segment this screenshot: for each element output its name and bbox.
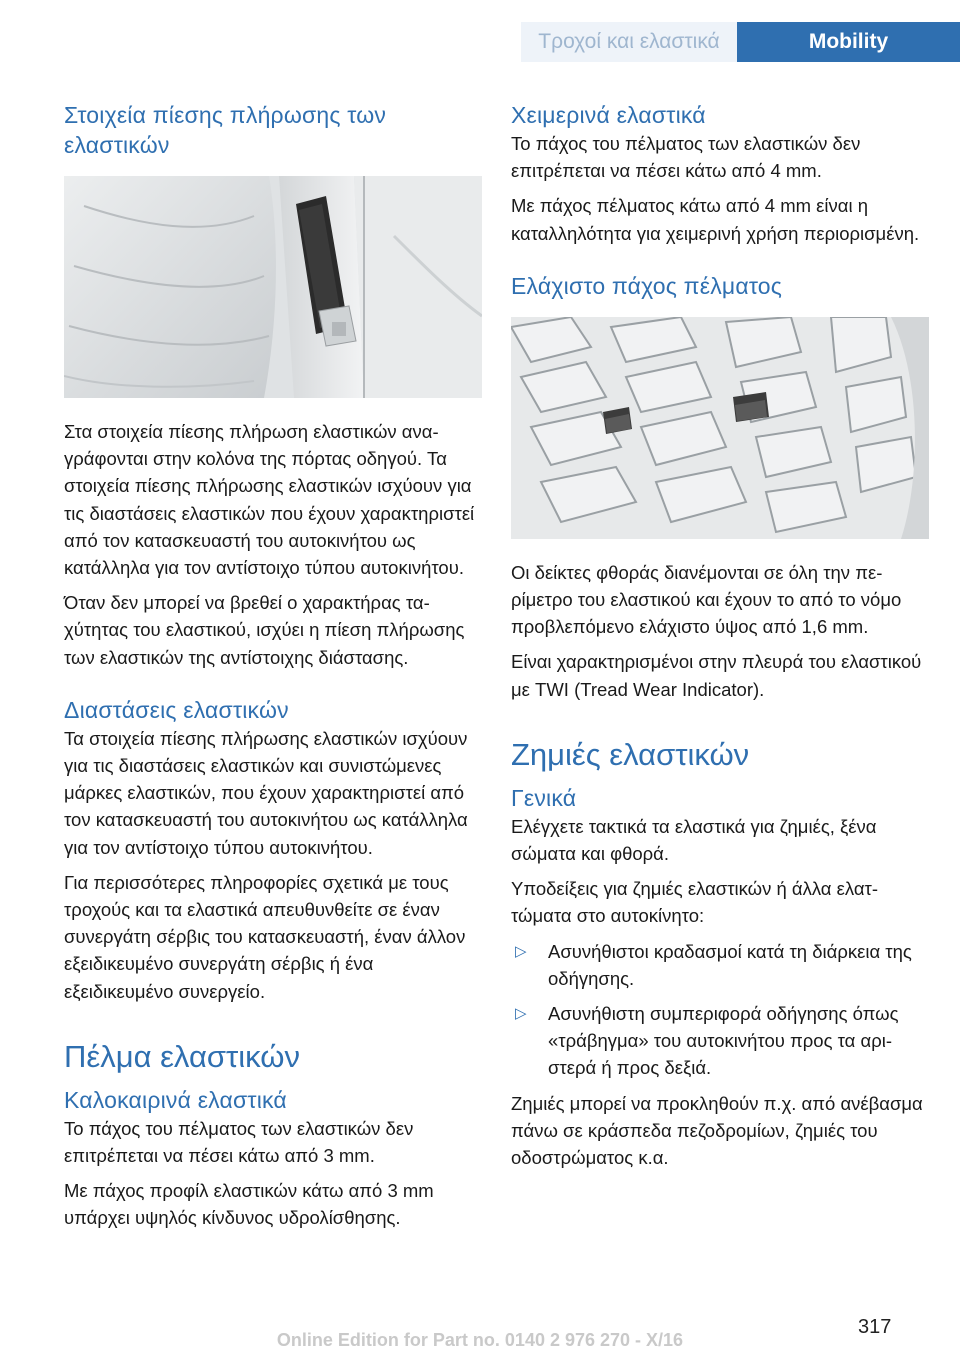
heading-tire-pressure-data: Στοιχεία πίεσης πλήρωσης των ελαστικών	[64, 102, 387, 158]
paragraph-pressure-location: Στα στοιχεία πίεσης πλήρωση ελαστικών αναγράφονται στην κολόνα της πόρτας οδηγού. Τα στοιχεία πίεσης πλήρωσης ελαστικών ισχύουν για τις διαστάσεις ελαστικών που έχουν χαρακτηριστεί από τον κατασκευαστή του αυτοκινήτου ως κατάλληλα για τον αντίστοιχο τύπου αυτοκινήτου.	[64, 421, 475, 579]
damage-hints-list	[511, 938, 929, 1082]
heading-summer-tires: Καλοκαιρινά ελαστικά	[64, 1086, 287, 1113]
paragraph-more-info: Για περισσότερες πληροφορίες σχετικά με τους τροχούς και τα ελαστικά απευθυνθείτε σε έναν συνεργάτη σέρβις του κατασκευαστή, έναν άλλον εξειδικευμένο συνεργάτη σέρβις ή ένα εξειδικευμένο συνεργείο.	[64, 871, 466, 1002]
paragraph-winter-suitability: Με πάχος πέλματος κάτω από 4 mm είναι η καταλληλότητα για χειμερινή χρήση περιορισμένη.	[511, 195, 920, 244]
paragraph-damage-hints: Υποδείξεις για ζημιές ελαστικών ή άλλα ελαττώματα στο αυτοκίνητο:	[511, 878, 879, 927]
paragraph-dimensions: Τα στοιχεία πίεσης πλήρωσης ελαστικών ισχύουν για τις διαστάσεις ελαστικών και συνιστώμενες μάρκες ελαστικών, που έχουν χαρακτηριστεί από τον κατασκευαστή του αυτοκινήτου ως κατάλληλα για τον αντίστοιχο τύπου αυτοκινήτου.	[64, 727, 468, 858]
footer-edition: Online Edition for Part no. 0140 2 976 270 - X/16	[276, 1330, 684, 1350]
left-column	[64, 100, 482, 1232]
triangle-right-icon: ▷	[515, 942, 527, 960]
triangle-right-icon: ▷	[515, 1005, 527, 1023]
page-header	[0, 0, 960, 62]
heading-tire-dimensions: Διαστάσεις ελαστικών	[64, 696, 289, 723]
heading-winter-tires: Χειμερινά ελαστικά	[511, 102, 706, 128]
paragraph-aquaplaning-risk: Με πάχος προφίλ ελαστικών κάτω από 3 mm υπάρχει υψηλός κίνδυνος υδρολίσθησης.	[64, 1180, 434, 1229]
paragraph-twi-marking: Είναι χαρακτηρισμένοι στην πλευρά του ελαστικού με TWI (Tread Wear Indicator).	[511, 651, 922, 700]
list-item: ▷ Ασυνήθιστοι κραδασμοί κατά τη διάρκεια της οδήγησης.	[511, 938, 929, 992]
paragraph-damage-causes: Ζημιές μπορεί να προκληθούν π.χ. από ανέβασμα πάνω σε κράσπεδα πεζοδρομίων, ζημιές του οδοστρώματος κ.α.	[511, 1092, 923, 1169]
paragraph-wear-indicators: Οι δείκτες φθοράς διανέμονται σε όλη την περίμετρο του ελαστικού και έχουν το από το νόμο προβλεπόμενο ελάχιστο ύψος από 1,6 mm.	[511, 561, 902, 638]
right-column	[511, 100, 929, 1171]
paragraph-winter-min-depth: Το πάχος του πέλματος των ελαστικών δεν επιτρέπεται να πέσει κάτω από 4 mm.	[511, 133, 861, 182]
paragraph-check-regularly: Ελέγχετε τακτικά τα ελαστικά για ζημιές, ξένα σώματα και φθορά.	[511, 815, 877, 865]
tread-wear-indicator-illustration	[511, 317, 929, 539]
paragraph-speed-rating: Όταν δεν μπορεί να βρεθεί ο χαρακτήρας ταχύτητας του ελαστικού, ισχύει η πίεση πλήρωσης των ελαστικών της αντίστοιχης διάστασης.	[64, 592, 465, 668]
heading-tire-tread: Πέλμα ελαστικών	[64, 1038, 300, 1074]
heading-general: Γενικά	[511, 784, 577, 811]
paragraph-summer-min-depth: Το πάχος του πέλματος των ελαστικών δεν επιτρέπεται να πέσει κάτω από 3 mm.	[64, 1117, 414, 1167]
door-pillar-illustration	[64, 176, 482, 398]
page-number: 317	[858, 1316, 892, 1338]
header-section-title: Τροχοί και ελαστικά	[521, 22, 737, 62]
list-item: ▷ Ασυνήθιστη συμπεριφορά οδήγησης όπως «τράβηγμα» του αυτοκινήτου προς τα αριστερά ή προς δεξιά.	[511, 1000, 929, 1082]
heading-tire-damage: Ζημιές ελαστικών	[511, 736, 750, 772]
header-chapter-title: Mobility	[737, 22, 960, 62]
heading-min-tread-depth: Ελάχιστο πάχος πέλματος	[511, 272, 783, 299]
